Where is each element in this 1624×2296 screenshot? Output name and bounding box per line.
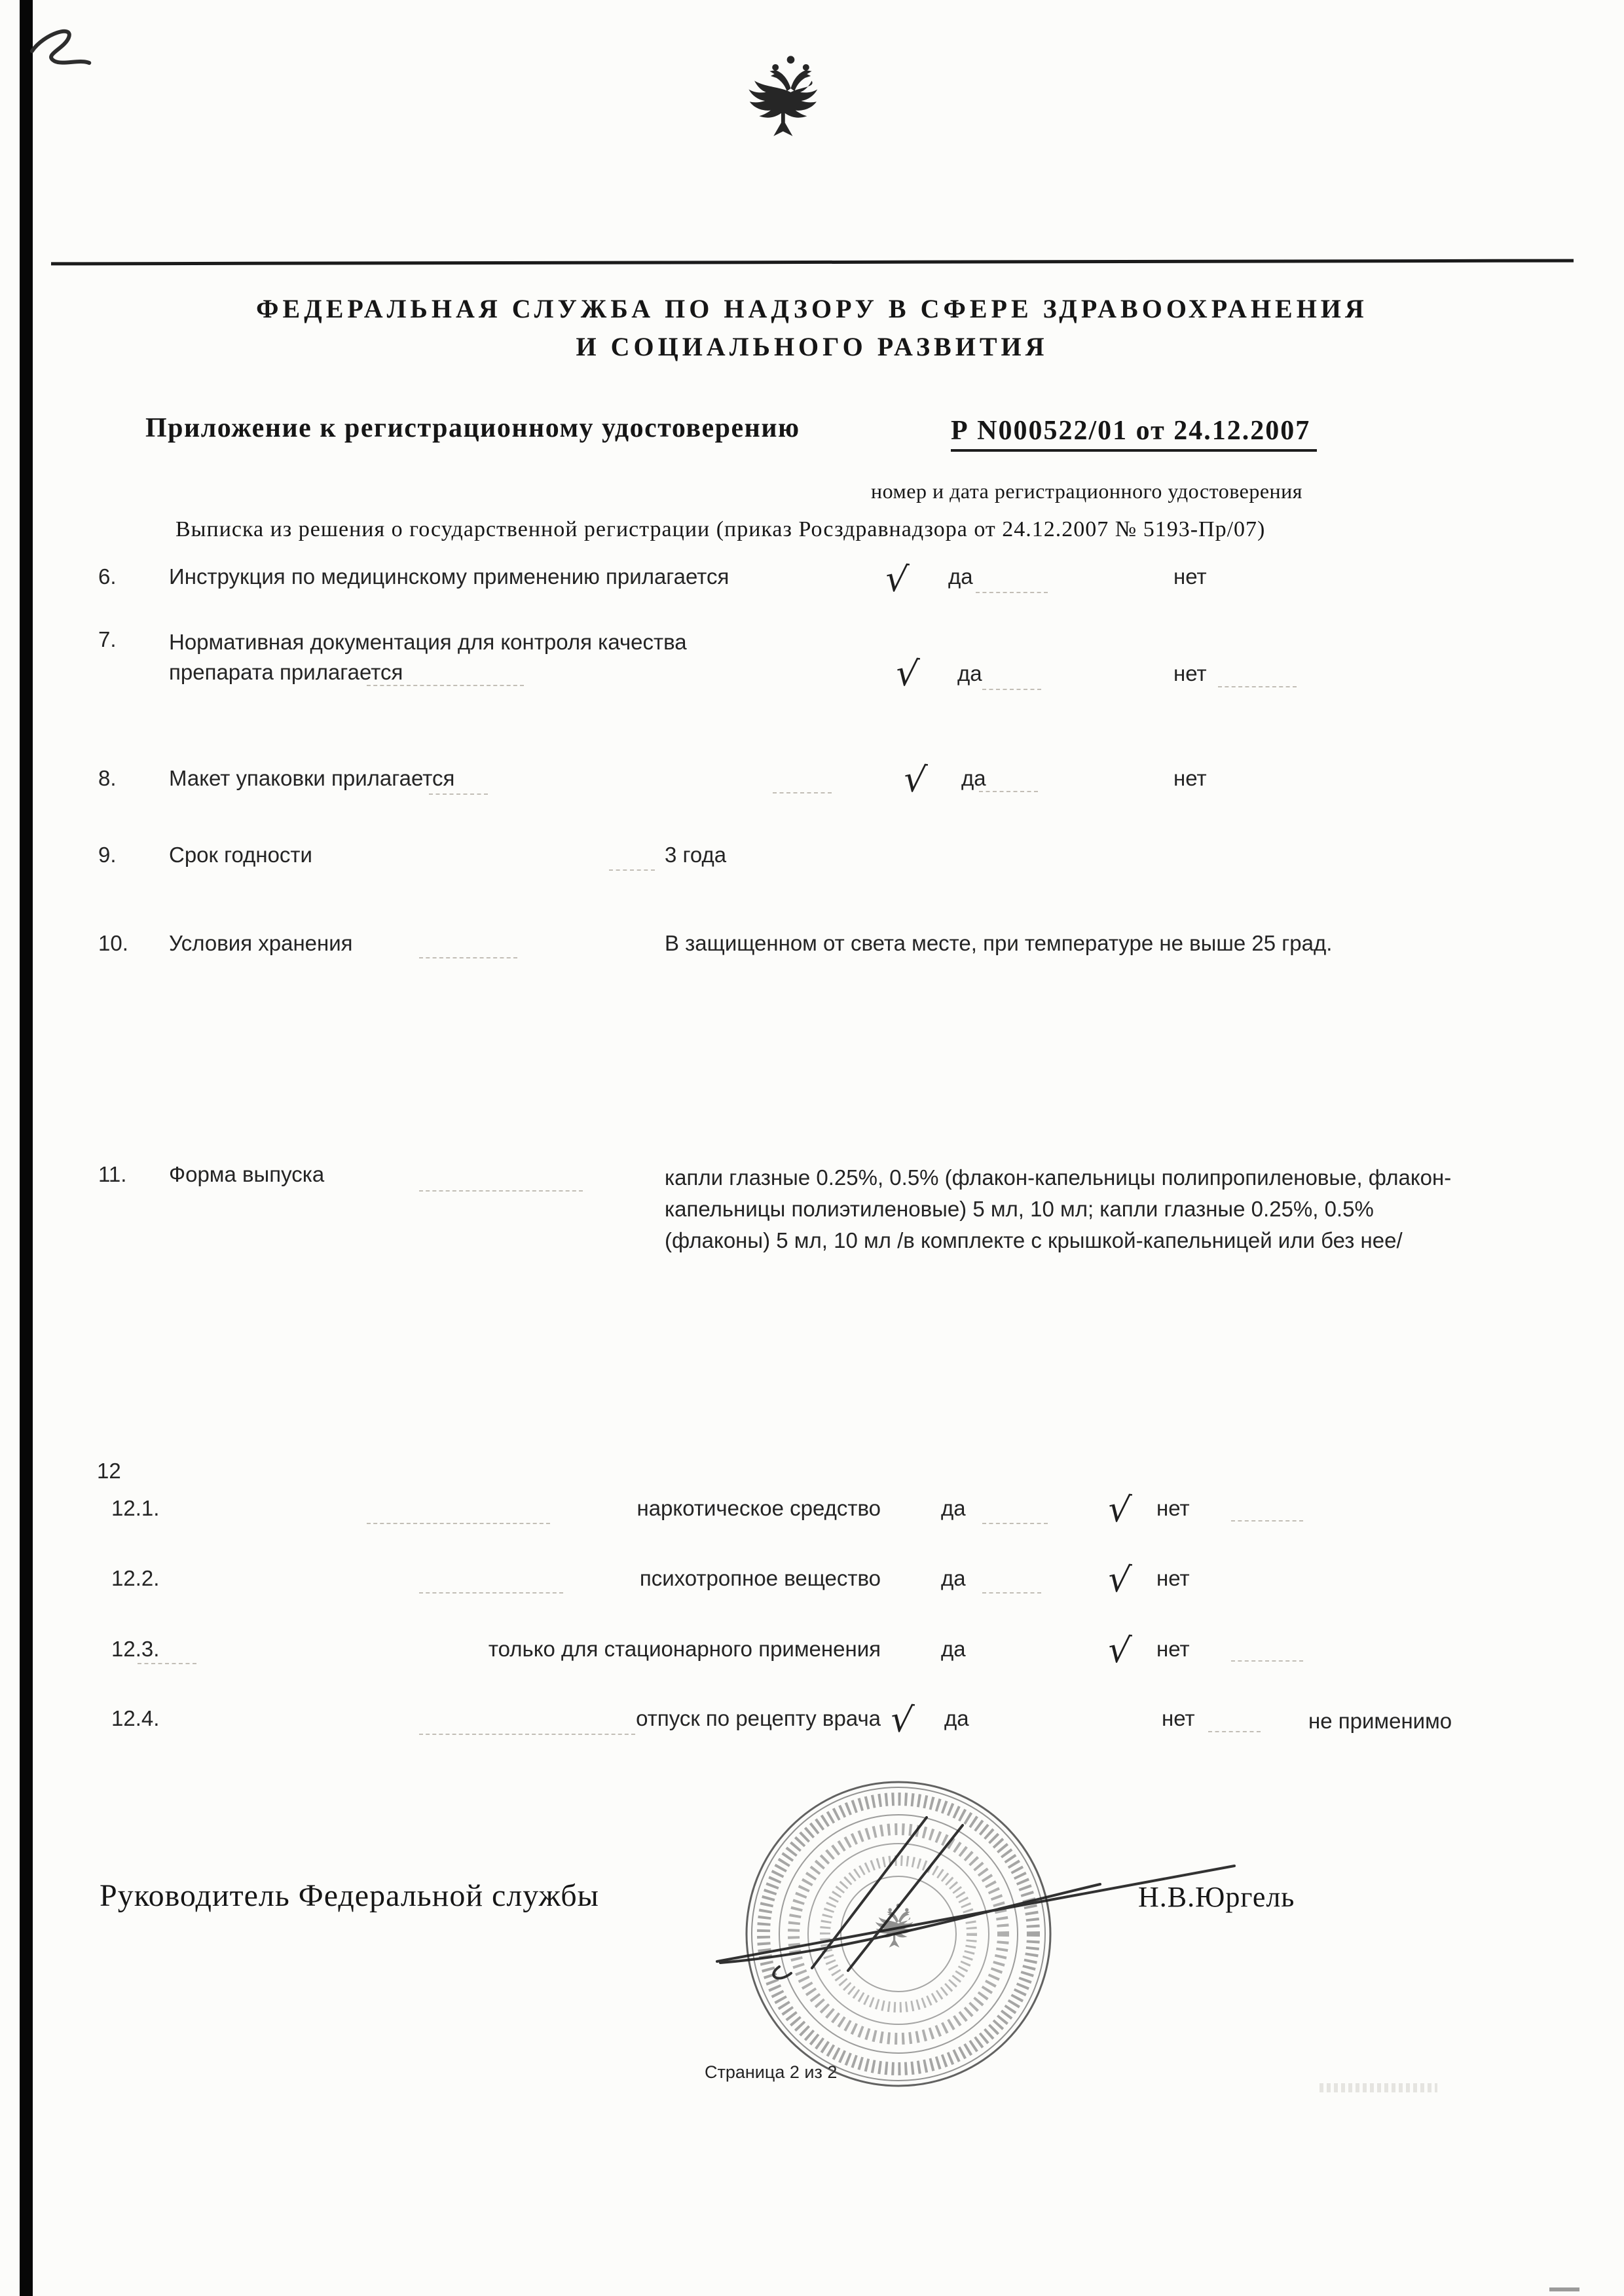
dotted-line-artifact [419,1734,635,1735]
no-label: нет [1156,1496,1190,1520]
dotted-line-artifact [1231,1660,1303,1662]
item-value: В защищенном от света месте, при температуре не выше 25 град. [665,931,1333,955]
dotted-line-artifact [419,957,517,958]
item-number: 12.3. [111,1637,160,1661]
registration-number-caption: номер и дата регистрационного удостоверения [871,479,1303,503]
item-label: Макет упаковки прилагается [169,766,455,790]
not-applicable-label: не применимо [1308,1709,1452,1733]
item-number: 6. [98,564,117,589]
item-number: 10. [98,931,128,955]
dotted-line-artifact [982,1523,1048,1524]
item-number: 12.2. [111,1566,160,1590]
check-mark-icon: √ [1105,1628,1133,1672]
dotted-line-artifact [367,1523,550,1524]
check-mark-icon: √ [1105,1558,1133,1601]
dotted-line-artifact [976,592,1048,593]
no-label: нет [1156,1566,1190,1590]
item-label: Срок годности [169,843,312,867]
no-label: нет [1173,661,1207,685]
item-label: только для стационарного применения [488,1637,881,1661]
check-mark-icon: √ [1105,1487,1133,1531]
signatory-name: Н.В.Юргель [1138,1881,1295,1913]
item-value: 3 года [665,843,727,867]
registration-number: Р N000522/01 от 24.12.2007 [951,415,1317,452]
yes-label: да [941,1496,966,1520]
item-number: 8. [98,766,117,790]
dotted-line-artifact [982,689,1041,690]
dotted-line-artifact [1208,1731,1261,1732]
dotted-line-artifact [429,793,488,795]
agency-name-line2: И СОЦИАЛЬНОГО РАЗВИТИЯ [576,332,1048,361]
dotted-line-artifact [982,1592,1041,1594]
signatory-title: Руководитель Федеральной службы [100,1878,599,1913]
check-mark-icon: √ [901,757,929,801]
dotted-line-artifact [419,1190,583,1192]
coat-of-arms-icon [733,50,848,176]
item-number: 7. [98,627,117,651]
pen-scribble-mark [24,18,117,89]
dotted-line-artifact [773,792,832,793]
dotted-line-artifact [1231,1520,1303,1522]
yes-label: да [941,1566,966,1590]
section-12-number: 12 [97,1459,121,1483]
signature-stroke [681,1806,1257,2005]
item-value: капли глазные 0.25%, 0.5% (флакон-капельницы полипропиленовые, флакон-капельницы полиэтиленовые) 5 мл, 10 мл; капли глазные 0.25%, 0.5% (флаконы) 5 мл, 10 мл /в комплекте с крышкой-капельницей или без нее/ [665,1165,1452,1252]
check-mark-icon: √ [888,1698,915,1741]
item-number: 12.4. [111,1706,160,1730]
no-label: нет [1173,564,1207,589]
page-indicator: Страница 2 из 2 [705,2062,838,2082]
yes-label: да [961,766,986,790]
header-divider [51,259,1574,266]
item-number: 12.1. [111,1496,160,1520]
yes-label: да [957,661,982,685]
item-label: отпуск по рецепту врача [636,1706,881,1730]
item-label: Форма выпуска [169,1162,325,1186]
yes-label: да [941,1637,966,1661]
extract-line: Выписка из решения о государственной регистрации (приказ Росздравнадзора от 24.12.2007 № 5193-Пр/07) [175,517,1266,541]
item-label: Инструкция по медицинскому применению прилагается [169,564,729,589]
agency-name-line1: ФЕДЕРАЛЬНАЯ СЛУЖБА ПО НАДЗОРУ В СФЕРЕ ЗДРАВООХРАНЕНИЯ [256,294,1368,323]
item-number: 9. [98,843,117,867]
no-label: нет [1173,766,1207,790]
appendix-title: Приложение к регистрационному удостоверению [145,413,800,443]
item-number: 11. [98,1162,127,1186]
dotted-line-artifact [609,869,655,871]
dotted-line-artifact [138,1663,196,1664]
item-label: Нормативная документация для контроля качества препарата прилагается [169,630,687,684]
check-mark-icon: √ [893,651,921,695]
yes-label: да [948,564,973,589]
no-label: нет [1156,1637,1190,1661]
check-mark-icon: √ [883,557,910,601]
dotted-line-artifact [1218,686,1297,687]
item-label: Условия хранения [169,931,353,955]
dotted-line-artifact [419,1592,563,1594]
yes-label: да [944,1706,969,1730]
dotted-line-artifact [367,685,524,686]
no-label: нет [1162,1706,1195,1730]
corner-smudge-artifact [1549,2287,1579,2291]
dotted-line-artifact [979,791,1038,792]
item-label: наркотическое средство [637,1496,881,1520]
faint-print-artifact [1320,2083,1437,2092]
item-label: психотропное вещество [639,1566,881,1590]
